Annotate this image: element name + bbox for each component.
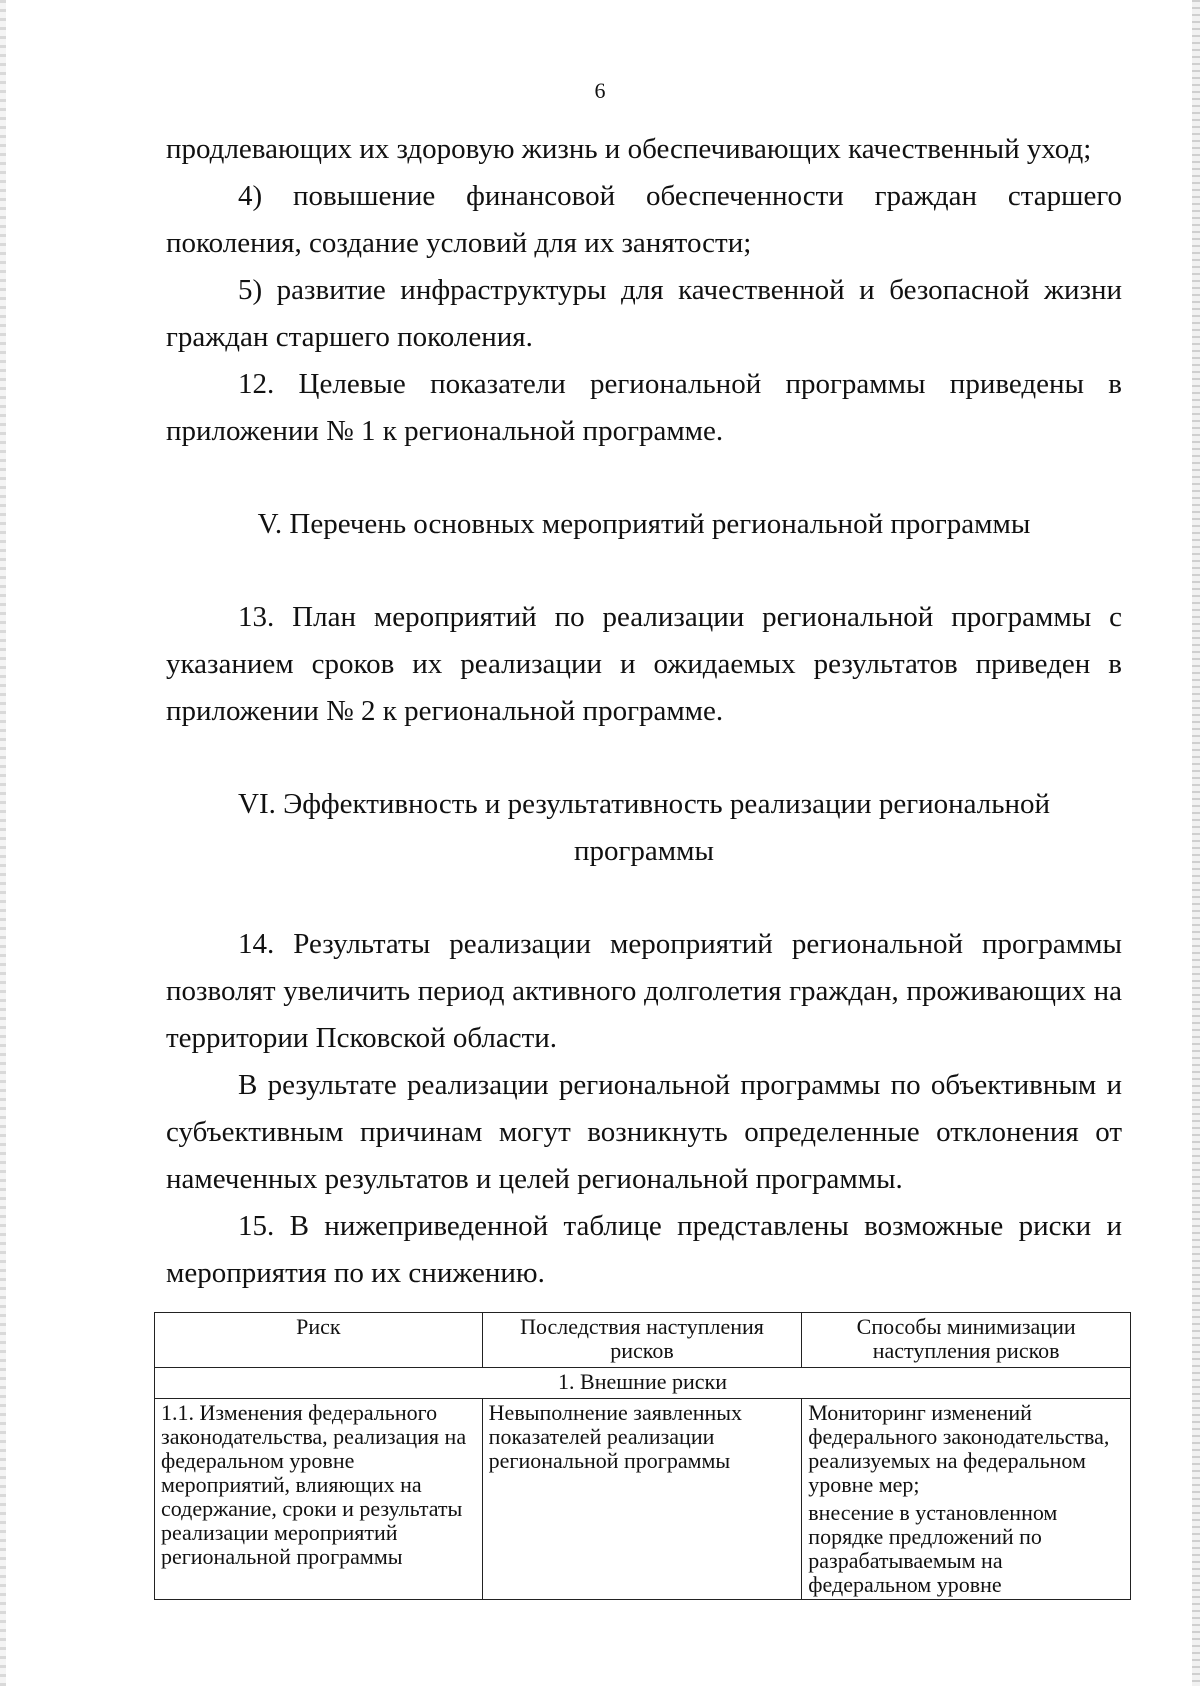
cell-risk: 1.1. Изменения федерального законодательства, реализация на федеральном уровне мероприятий, влияющих на содержание, сроки и результаты реализации мероприятий региональной программы — [155, 1399, 483, 1600]
section-heading-vi-line2: программы — [574, 835, 714, 867]
mitigation-item-2: внесение в установленном порядке предложений по разрабатываемым на федеральном уровне — [808, 1500, 1058, 1597]
paragraph-item-4: 4) повышение финансовой обеспеченности граждан старшего поколения, создание условий для их занятости; — [166, 180, 1122, 259]
header-mitigation: Способы минимизации наступления рисков — [802, 1313, 1131, 1368]
paragraph-continued: продлевающих их здоровую жизнь и обеспечивающих качественный уход; — [166, 133, 1092, 165]
risk-table — [154, 1312, 1131, 1600]
cell-mitigation — [802, 1399, 1131, 1600]
table-header-row — [155, 1313, 1131, 1368]
mitigation-item-1: Мониторинг изменений федерального законодательства, реализуемых на федеральном уровне мер; — [808, 1400, 1110, 1497]
section-external-risks: 1. Внешние риски — [155, 1368, 1131, 1399]
paragraph-13: 13. План мероприятий по реализации региональной программы с указанием сроков их реализации и ожидаемых результатов приведен в приложении № 2 к региональной программе. — [166, 601, 1122, 727]
section-heading-v: V. Перечень основных мероприятий региональной программы — [257, 508, 1031, 540]
header-risk: Риск — [155, 1313, 483, 1368]
table-section-row — [155, 1368, 1131, 1399]
scan-edge-left — [0, 0, 6, 1686]
table-row — [155, 1399, 1131, 1600]
body-text — [166, 126, 1122, 1297]
paragraph-14: 14. Результаты реализации мероприятий региональной программы позволят увеличить период активного долголетия граждан, проживающих на территории Псковской области. — [166, 928, 1122, 1054]
scan-edge-right — [1192, 0, 1200, 1686]
page-number: 6 — [594, 78, 606, 103]
cell-consequence: Невыполнение заявленных показателей реализации региональной программы — [482, 1399, 802, 1600]
section-heading-vi — [166, 781, 1122, 875]
paragraph-15: 15. В нижеприведенной таблице представлены возможные риски и мероприятия по их снижению. — [166, 1210, 1122, 1289]
paragraph-12: 12. Целевые показатели региональной программы приведены в приложении № 1 к региональной программе. — [166, 368, 1122, 447]
paragraph-results: В результате реализации региональной программы по объективным и субъективным причинам могут возникнуть определенные отклонения от намеченных результатов и целей региональной программы. — [166, 1069, 1122, 1195]
section-heading-vi-line1: VI. Эффективность и результативность реализации региональной — [238, 788, 1050, 820]
paragraph-item-5: 5) развитие инфраструктуры для качественной и безопасной жизни граждан старшего поколения. — [166, 274, 1122, 353]
header-consequences: Последствия наступления рисков — [482, 1313, 802, 1368]
